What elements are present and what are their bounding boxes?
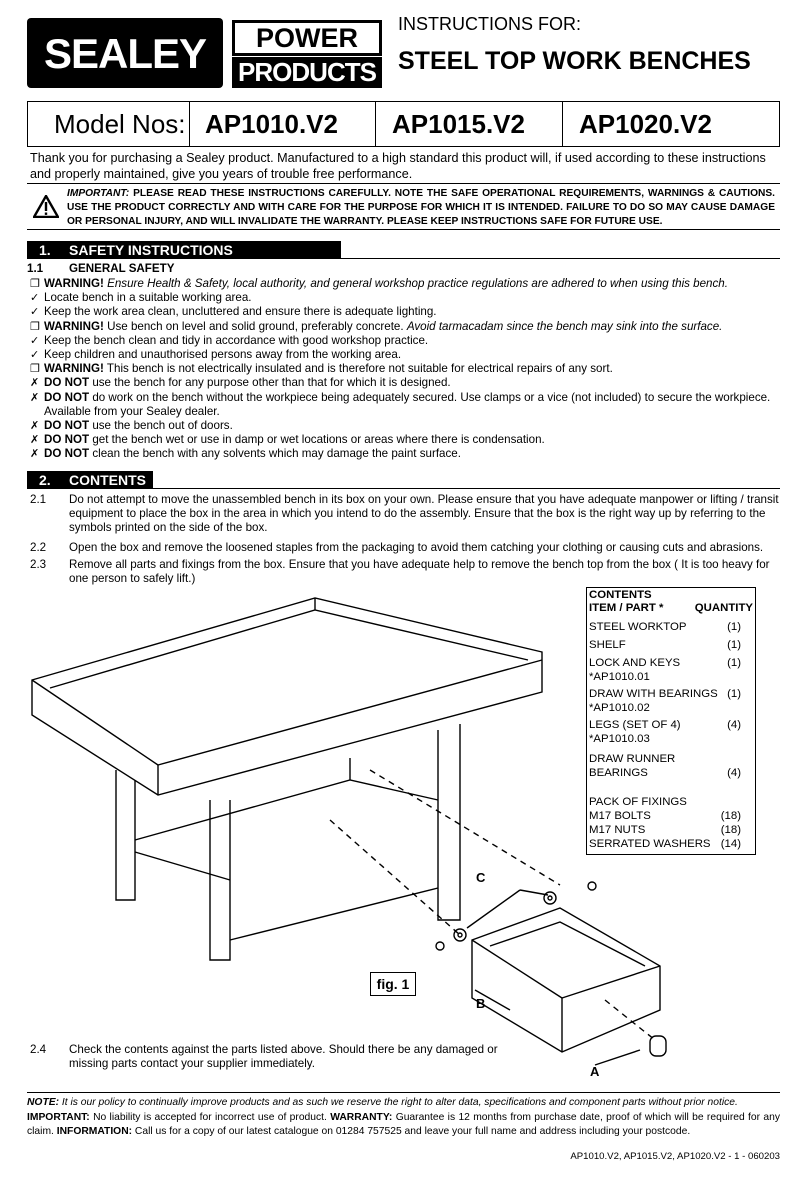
table-row: LEGS (SET OF 4) (4) *AP1010.03 — [589, 719, 741, 745]
intro-text: Thank you for purchasing a Sealey product. Manufactured to a high standard this product will, if used according to these instructions and properly maintained, give you years of trouble free performance. — [30, 151, 766, 181]
box-icon: ❐ — [30, 320, 40, 333]
model-label: Model Nos: — [54, 109, 186, 139]
contents-column-headers: ITEM / PART * QUANTITY — [589, 602, 753, 614]
document-code: AP1010.V2, AP1015.V2, AP1020.V2 - 1 - 060203 — [570, 1151, 780, 1162]
list-item: ❐ WARNING! Use bench on level and solid ground, preferably concrete. Avoid tarmacadam since the bench may sink into the surface. — [30, 319, 723, 333]
products-logo-text: PRODUCTS — [232, 57, 382, 88]
list-item: ✓ Keep children and unauthorised persons away from the working area. — [30, 348, 402, 362]
list-item: ✗ DO NOT use the bench out of doors. — [30, 419, 233, 433]
footer-legal: IMPORTANT: No liability is accepted for incorrect use of product. WARRANTY: Guarantee is 12 months from purchase date, proof of which will be required for any claim. INFORMATION: Call us for a copy of our latest catalogue on 01284 757525 and leave your full name and address including your postcode. — [27, 1112, 780, 1137]
power-logo-text: POWER — [232, 20, 382, 56]
important-text: PLEASE READ THESE INSTRUCTIONS CAREFULLY. NOTE THE SAFE OPERATIONAL REQUIREMENTS, WARNINGS & CAUTIONS. USE THE PRODUCT CORRECTLY AND WITH CARE FOR THE PURPOSE FOR WHICH IT IS INTENDED. FAILURE TO DO SO MAY CAUSE DAMAGE OR PERSONAL INJURY, AND WILL INVALIDATE THE WARRANTY. PLEASE KEEP INSTRUCTIONS SAFE FOR FUTURE USE. — [67, 188, 775, 227]
safety-list — [30, 277, 782, 462]
table-row: M17 NUTS (18) — [589, 824, 741, 836]
model-number: AP1010.V2 — [205, 109, 338, 139]
paragraph-2-3: 2.3 Remove all parts and fixings from the box. Ensure that you have adequate help to remove the bench top from the box ( It is too heavy for one person to safely lift.) — [30, 558, 770, 586]
table-row: STEEL WORKTOP (1) — [589, 621, 741, 633]
list-item: ✗ DO NOT clean the bench with any solvents which may damage the paint surface. — [30, 447, 461, 461]
check-icon: ✓ — [30, 292, 40, 305]
cross-icon: ✗ — [30, 448, 40, 461]
fixings-heading: PACK OF FIXINGS — [589, 796, 687, 808]
list-item: ✓ Locate bench in a suitable working area. — [30, 291, 252, 305]
box-icon: ❐ — [30, 363, 40, 376]
cross-icon: ✗ — [30, 391, 40, 404]
subsection-title: GENERAL SAFETY — [69, 262, 175, 275]
list-item: ❐ WARNING! This bench is not electrically insulated and is therefore not suitable for electrical repairs of any sort. — [30, 362, 613, 376]
contents-heading: CONTENTS — [589, 589, 652, 601]
box-icon: ❐ — [30, 278, 40, 290]
power-products-logo — [232, 20, 382, 88]
footer-note: NOTE: It is our policy to continually improve products and as such we reserve the right to alter data, specifications and component parts without prior notice. — [27, 1097, 738, 1108]
table-row: DRAW WITH BEARINGS (1) *AP1010.02 — [589, 688, 741, 714]
list-item: ❐ WARNING! Ensure Health & Safety, local authority, and general workshop practice regulations are adhered to when using this bench. — [30, 277, 728, 290]
important-notice — [27, 183, 780, 230]
check-icon: ✓ — [30, 306, 40, 319]
section-2-heading: 2. CONTENTS — [27, 471, 153, 489]
cross-icon: ✗ — [30, 377, 40, 390]
subsection-number: 1.1 — [27, 262, 44, 275]
list-item: ✓ Keep the bench clean and tidy in accordance with good workshop practice. — [30, 333, 429, 347]
callout-c: C — [476, 870, 486, 885]
cross-icon: ✗ — [30, 434, 40, 447]
cross-icon: ✗ — [30, 420, 40, 433]
table-row: LOCK AND KEYS (1) *AP1010.01 — [589, 657, 741, 683]
table-row: DRAW RUNNER BEARINGS (4) — [589, 753, 741, 779]
list-item: ✗ DO NOT do work on the bench without the workpiece being adequately secured. Use clamps or a vice (not included) to secure the workpiece. Available from your Sealey dealer. — [30, 390, 771, 418]
figure-label: fig. 1 — [370, 972, 416, 996]
important-lead: IMPORTANT: — [67, 188, 130, 199]
page-title: STEEL TOP WORK BENCHES — [398, 47, 751, 75]
list-item: ✓ Keep the work area clean, uncluttered and ensure there is adequate lighting. — [30, 305, 437, 319]
bench-assembly-illustration — [20, 590, 680, 1080]
callout-b: B — [476, 996, 486, 1011]
table-row: SERRATED WASHERS (14) — [589, 838, 741, 850]
sealey-logo — [27, 18, 223, 88]
list-item: ✗ DO NOT use the bench for any purpose other than that for which it is designed. — [30, 376, 451, 390]
model-number: AP1015.V2 — [392, 109, 525, 139]
table-row: SHELF (1) — [589, 639, 741, 651]
callout-a: A — [590, 1064, 600, 1079]
paragraph-2-1: 2.1 Do not attempt to move the unassembled bench in its box on your own. Please ensure that you have adequate manpower or lifting / transit equipment to place the box in the area in which you intend to do the assembly. Ensure that the box is the right way up by referring to the symbols printed on the side of the box. — [30, 493, 779, 535]
list-item: ✗ DO NOT get the bench wet or use in damp or wet locations or areas where there is condensation. — [30, 433, 545, 447]
check-icon: ✓ — [30, 349, 40, 362]
check-icon: ✓ — [30, 334, 40, 347]
footer-divider — [27, 1092, 780, 1093]
model-number: AP1020.V2 — [579, 109, 712, 139]
instructions-for-label: INSTRUCTIONS FOR: — [398, 14, 581, 34]
section-1-heading: 1. SAFETY INSTRUCTIONS — [27, 241, 341, 259]
sealey-logo-text: SEALEY — [43, 30, 207, 77]
paragraph-2-2: 2.2 Open the box and remove the loosened staples from the packaging to avoid them catching your clothing or causing cuts and abrasions. — [30, 541, 764, 554]
paragraph-2-4: 2.4 Check the contents against the parts listed above. Should there be any damaged or missing parts contact your supplier immediately. — [30, 1043, 498, 1071]
table-row: M17 BOLTS (18) — [589, 810, 741, 822]
warning-triangle-icon — [33, 195, 59, 218]
model-numbers-box — [27, 101, 780, 147]
